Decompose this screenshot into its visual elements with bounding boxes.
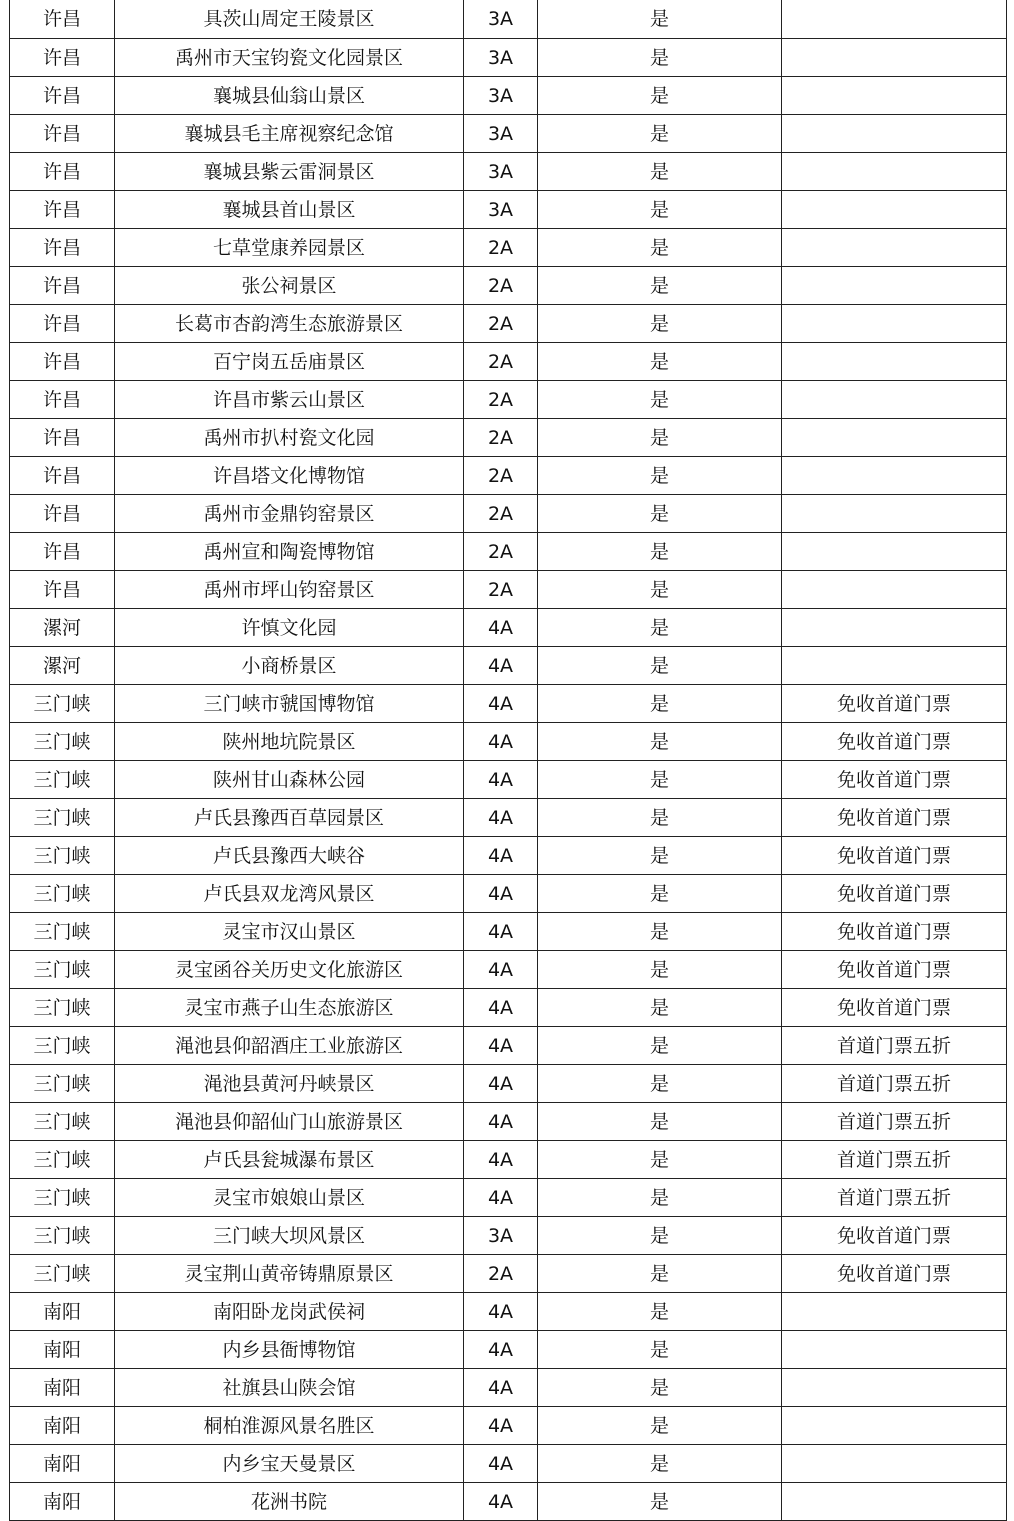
scenic-spot-name-cell: 小商桥景区 (115, 647, 464, 685)
discount-note-cell: 免收首道门票 (782, 837, 1007, 875)
participating-cell: 是 (538, 761, 782, 799)
rating-level-cell: 3A (464, 191, 538, 229)
rating-level-cell: 2A (464, 381, 538, 419)
discount-note-cell (782, 457, 1007, 495)
discount-note-cell (782, 343, 1007, 381)
discount-note-cell: 免收首道门票 (782, 913, 1007, 951)
scenic-spot-name-cell: 内乡宝天曼景区 (115, 1445, 464, 1483)
table-row (10, 267, 1007, 305)
city-cell: 许昌 (10, 191, 115, 229)
city-cell: 许昌 (10, 39, 115, 77)
city-cell: 三门峡 (10, 1255, 115, 1293)
rating-level-cell: 4A (464, 685, 538, 723)
participating-cell: 是 (538, 533, 782, 571)
table-row (10, 609, 1007, 647)
table-row (10, 647, 1007, 685)
rating-level-cell: 4A (464, 1293, 538, 1331)
rating-level-cell: 4A (464, 1407, 538, 1445)
participating-cell: 是 (538, 1179, 782, 1217)
participating-cell: 是 (538, 571, 782, 609)
scenic-spot-name-cell: 禹州宣和陶瓷博物馆 (115, 533, 464, 571)
city-cell: 许昌 (10, 153, 115, 191)
table-row (10, 1217, 1007, 1255)
discount-note-cell (782, 647, 1007, 685)
table-row (10, 799, 1007, 837)
discount-note-cell: 首道门票五折 (782, 1027, 1007, 1065)
city-cell: 三门峡 (10, 913, 115, 951)
scenic-spot-name-cell: 襄城县紫云雷洞景区 (115, 153, 464, 191)
scenic-spot-name-cell: 长葛市杏韵湾生态旅游景区 (115, 305, 464, 343)
participating-cell: 是 (538, 1255, 782, 1293)
rating-level-cell: 3A (464, 1217, 538, 1255)
scenic-spot-name-cell: 灵宝函谷关历史文化旅游区 (115, 951, 464, 989)
discount-note-cell: 首道门票五折 (782, 1179, 1007, 1217)
participating-cell: 是 (538, 685, 782, 723)
table-body (10, 0, 1007, 1521)
table-row (10, 419, 1007, 457)
city-cell: 南阳 (10, 1369, 115, 1407)
discount-note-cell (782, 305, 1007, 343)
rating-level-cell: 2A (464, 267, 538, 305)
participating-cell: 是 (538, 1103, 782, 1141)
table-row (10, 951, 1007, 989)
participating-cell: 是 (538, 1065, 782, 1103)
participating-cell: 是 (538, 1027, 782, 1065)
rating-level-cell: 3A (464, 0, 538, 39)
table-row (10, 381, 1007, 419)
rating-level-cell: 4A (464, 837, 538, 875)
scenic-spot-name-cell: 禹州市坪山钧窑景区 (115, 571, 464, 609)
table-row (10, 77, 1007, 115)
city-cell: 三门峡 (10, 1027, 115, 1065)
table-row (10, 1179, 1007, 1217)
table-row (10, 571, 1007, 609)
city-cell: 许昌 (10, 305, 115, 343)
rating-level-cell: 3A (464, 39, 538, 77)
table-row (10, 191, 1007, 229)
scenic-spot-name-cell: 花洲书院 (115, 1483, 464, 1521)
city-cell: 许昌 (10, 495, 115, 533)
scenic-spot-name-cell: 襄城县仙翁山景区 (115, 77, 464, 115)
table-row (10, 457, 1007, 495)
rating-level-cell: 4A (464, 1141, 538, 1179)
discount-note-cell: 首道门票五折 (782, 1141, 1007, 1179)
discount-note-cell (782, 1407, 1007, 1445)
discount-note-cell (782, 39, 1007, 77)
scenic-spot-name-cell: 内乡县衙博物馆 (115, 1331, 464, 1369)
scenic-spot-name-cell: 襄城县毛主席视察纪念馆 (115, 115, 464, 153)
table-row (10, 1483, 1007, 1521)
scenic-spot-name-cell: 百宁岗五岳庙景区 (115, 343, 464, 381)
participating-cell: 是 (538, 77, 782, 115)
scenic-spot-name-cell: 灵宝荆山黄帝铸鼎原景区 (115, 1255, 464, 1293)
participating-cell: 是 (538, 495, 782, 533)
scenic-spot-name-cell: 许慎文化园 (115, 609, 464, 647)
scenic-spot-name-cell: 许昌市紫云山景区 (115, 381, 464, 419)
discount-note-cell: 免收首道门票 (782, 761, 1007, 799)
city-cell: 许昌 (10, 419, 115, 457)
table-row (10, 875, 1007, 913)
participating-cell: 是 (538, 191, 782, 229)
rating-level-cell: 3A (464, 153, 538, 191)
discount-note-cell (782, 153, 1007, 191)
rating-level-cell: 4A (464, 875, 538, 913)
rating-level-cell: 4A (464, 1331, 538, 1369)
discount-note-cell (782, 495, 1007, 533)
table-row (10, 913, 1007, 951)
participating-cell: 是 (538, 153, 782, 191)
table-row (10, 1407, 1007, 1445)
city-cell: 许昌 (10, 457, 115, 495)
scenic-spot-table-container (9, 0, 1005, 1521)
discount-note-cell (782, 0, 1007, 39)
table-row (10, 153, 1007, 191)
city-cell: 漯河 (10, 609, 115, 647)
discount-note-cell (782, 267, 1007, 305)
rating-level-cell: 3A (464, 77, 538, 115)
table-row (10, 1065, 1007, 1103)
discount-note-cell: 免收首道门票 (782, 875, 1007, 913)
scenic-spot-name-cell: 社旗县山陕会馆 (115, 1369, 464, 1407)
city-cell: 许昌 (10, 229, 115, 267)
rating-level-cell: 4A (464, 799, 538, 837)
city-cell: 许昌 (10, 77, 115, 115)
table-row (10, 115, 1007, 153)
participating-cell: 是 (538, 267, 782, 305)
participating-cell: 是 (538, 1141, 782, 1179)
discount-note-cell: 免收首道门票 (782, 685, 1007, 723)
city-cell: 南阳 (10, 1483, 115, 1521)
scenic-spot-name-cell: 灵宝市娘娘山景区 (115, 1179, 464, 1217)
discount-note-cell: 免收首道门票 (782, 1217, 1007, 1255)
table-row (10, 1331, 1007, 1369)
rating-level-cell: 4A (464, 1103, 538, 1141)
table-row (10, 495, 1007, 533)
participating-cell: 是 (538, 0, 782, 39)
rating-level-cell: 4A (464, 609, 538, 647)
table-row (10, 1293, 1007, 1331)
participating-cell: 是 (538, 837, 782, 875)
scenic-spot-name-cell: 桐柏淮源风景名胜区 (115, 1407, 464, 1445)
participating-cell: 是 (538, 39, 782, 77)
scenic-spot-name-cell: 禹州市天宝钧瓷文化园景区 (115, 39, 464, 77)
rating-level-cell: 2A (464, 343, 538, 381)
scenic-spot-name-cell: 禹州市金鼎钧窑景区 (115, 495, 464, 533)
table-row (10, 1445, 1007, 1483)
discount-note-cell (782, 609, 1007, 647)
discount-note-cell (782, 381, 1007, 419)
rating-level-cell: 4A (464, 647, 538, 685)
participating-cell: 是 (538, 1217, 782, 1255)
discount-note-cell: 免收首道门票 (782, 799, 1007, 837)
city-cell: 南阳 (10, 1293, 115, 1331)
participating-cell: 是 (538, 229, 782, 267)
table-row (10, 39, 1007, 77)
city-cell: 三门峡 (10, 1217, 115, 1255)
city-cell: 漯河 (10, 647, 115, 685)
rating-level-cell: 4A (464, 1369, 538, 1407)
scenic-spot-name-cell: 渑池县黄河丹峡景区 (115, 1065, 464, 1103)
participating-cell: 是 (538, 419, 782, 457)
table-row (10, 837, 1007, 875)
rating-level-cell: 2A (464, 419, 538, 457)
scenic-spot-table (9, 0, 1007, 1521)
participating-cell: 是 (538, 1407, 782, 1445)
city-cell: 三门峡 (10, 723, 115, 761)
city-cell: 三门峡 (10, 1103, 115, 1141)
participating-cell: 是 (538, 1331, 782, 1369)
scenic-spot-name-cell: 襄城县首山景区 (115, 191, 464, 229)
scenic-spot-name-cell: 三门峡大坝风景区 (115, 1217, 464, 1255)
participating-cell: 是 (538, 1293, 782, 1331)
discount-note-cell (782, 419, 1007, 457)
scenic-spot-name-cell: 卢氏县双龙湾风景区 (115, 875, 464, 913)
participating-cell: 是 (538, 647, 782, 685)
discount-note-cell: 免收首道门票 (782, 723, 1007, 761)
table-row (10, 1141, 1007, 1179)
table-row (10, 685, 1007, 723)
rating-level-cell: 3A (464, 115, 538, 153)
city-cell: 三门峡 (10, 799, 115, 837)
discount-note-cell (782, 1331, 1007, 1369)
participating-cell: 是 (538, 343, 782, 381)
scenic-spot-name-cell: 陕州地坑院景区 (115, 723, 464, 761)
scenic-spot-name-cell: 陕州甘山森林公园 (115, 761, 464, 799)
rating-level-cell: 4A (464, 761, 538, 799)
table-row (10, 305, 1007, 343)
city-cell: 三门峡 (10, 1065, 115, 1103)
city-cell: 南阳 (10, 1331, 115, 1369)
city-cell: 三门峡 (10, 761, 115, 799)
rating-level-cell: 4A (464, 1445, 538, 1483)
rating-level-cell: 2A (464, 571, 538, 609)
city-cell: 三门峡 (10, 685, 115, 723)
city-cell: 南阳 (10, 1407, 115, 1445)
scenic-spot-name-cell: 卢氏县豫西大峡谷 (115, 837, 464, 875)
city-cell: 许昌 (10, 343, 115, 381)
rating-level-cell: 4A (464, 913, 538, 951)
rating-level-cell: 2A (464, 1255, 538, 1293)
discount-note-cell (782, 571, 1007, 609)
city-cell: 三门峡 (10, 1141, 115, 1179)
rating-level-cell: 2A (464, 533, 538, 571)
table-row (10, 1369, 1007, 1407)
participating-cell: 是 (538, 1445, 782, 1483)
discount-note-cell: 首道门票五折 (782, 1065, 1007, 1103)
scenic-spot-name-cell: 三门峡市虢国博物馆 (115, 685, 464, 723)
city-cell: 许昌 (10, 115, 115, 153)
table-row (10, 533, 1007, 571)
scenic-spot-name-cell: 禹州市扒村瓷文化园 (115, 419, 464, 457)
scenic-spot-name-cell: 张公祠景区 (115, 267, 464, 305)
rating-level-cell: 2A (464, 495, 538, 533)
table-row (10, 761, 1007, 799)
participating-cell: 是 (538, 913, 782, 951)
participating-cell: 是 (538, 609, 782, 647)
participating-cell: 是 (538, 457, 782, 495)
participating-cell: 是 (538, 875, 782, 913)
scenic-spot-name-cell: 渑池县仰韶仙门山旅游景区 (115, 1103, 464, 1141)
city-cell: 三门峡 (10, 1179, 115, 1217)
rating-level-cell: 4A (464, 723, 538, 761)
discount-note-cell (782, 191, 1007, 229)
table-row (10, 723, 1007, 761)
participating-cell: 是 (538, 723, 782, 761)
rating-level-cell: 2A (464, 457, 538, 495)
rating-level-cell: 4A (464, 951, 538, 989)
discount-note-cell (782, 1369, 1007, 1407)
participating-cell: 是 (538, 305, 782, 343)
city-cell: 许昌 (10, 381, 115, 419)
rating-level-cell: 2A (464, 305, 538, 343)
table-row (10, 343, 1007, 381)
rating-level-cell: 2A (464, 229, 538, 267)
discount-note-cell (782, 1483, 1007, 1521)
discount-note-cell (782, 1445, 1007, 1483)
table-row (10, 1027, 1007, 1065)
scenic-spot-name-cell: 南阳卧龙岗武侯祠 (115, 1293, 464, 1331)
discount-note-cell: 免收首道门票 (782, 989, 1007, 1027)
discount-note-cell: 免收首道门票 (782, 951, 1007, 989)
participating-cell: 是 (538, 115, 782, 153)
discount-note-cell: 首道门票五折 (782, 1103, 1007, 1141)
participating-cell: 是 (538, 381, 782, 419)
participating-cell: 是 (538, 951, 782, 989)
scenic-spot-name-cell: 七草堂康养园景区 (115, 229, 464, 267)
table-row (10, 1255, 1007, 1293)
scenic-spot-name-cell: 卢氏县瓮城瀑布景区 (115, 1141, 464, 1179)
discount-note-cell: 免收首道门票 (782, 1255, 1007, 1293)
city-cell: 许昌 (10, 571, 115, 609)
city-cell: 三门峡 (10, 951, 115, 989)
scenic-spot-name-cell: 灵宝市汉山景区 (115, 913, 464, 951)
rating-level-cell: 4A (464, 1065, 538, 1103)
discount-note-cell (782, 115, 1007, 153)
city-cell: 三门峡 (10, 989, 115, 1027)
discount-note-cell (782, 1293, 1007, 1331)
scenic-spot-name-cell: 渑池县仰韶酒庄工业旅游区 (115, 1027, 464, 1065)
scenic-spot-name-cell: 灵宝市燕子山生态旅游区 (115, 989, 464, 1027)
participating-cell: 是 (538, 1483, 782, 1521)
city-cell: 南阳 (10, 1445, 115, 1483)
rating-level-cell: 4A (464, 989, 538, 1027)
table-row (10, 989, 1007, 1027)
rating-level-cell: 4A (464, 1179, 538, 1217)
rating-level-cell: 4A (464, 1027, 538, 1065)
discount-note-cell (782, 533, 1007, 571)
city-cell: 三门峡 (10, 837, 115, 875)
scenic-spot-name-cell: 许昌塔文化博物馆 (115, 457, 464, 495)
participating-cell: 是 (538, 989, 782, 1027)
participating-cell: 是 (538, 799, 782, 837)
city-cell: 许昌 (10, 533, 115, 571)
scenic-spot-name-cell: 具茨山周定王陵景区 (115, 0, 464, 39)
table-row (10, 0, 1007, 39)
discount-note-cell (782, 77, 1007, 115)
city-cell: 许昌 (10, 0, 115, 39)
participating-cell: 是 (538, 1369, 782, 1407)
city-cell: 许昌 (10, 267, 115, 305)
table-row (10, 229, 1007, 267)
city-cell: 三门峡 (10, 875, 115, 913)
discount-note-cell (782, 229, 1007, 267)
rating-level-cell: 4A (464, 1483, 538, 1521)
table-row (10, 1103, 1007, 1141)
scenic-spot-name-cell: 卢氏县豫西百草园景区 (115, 799, 464, 837)
